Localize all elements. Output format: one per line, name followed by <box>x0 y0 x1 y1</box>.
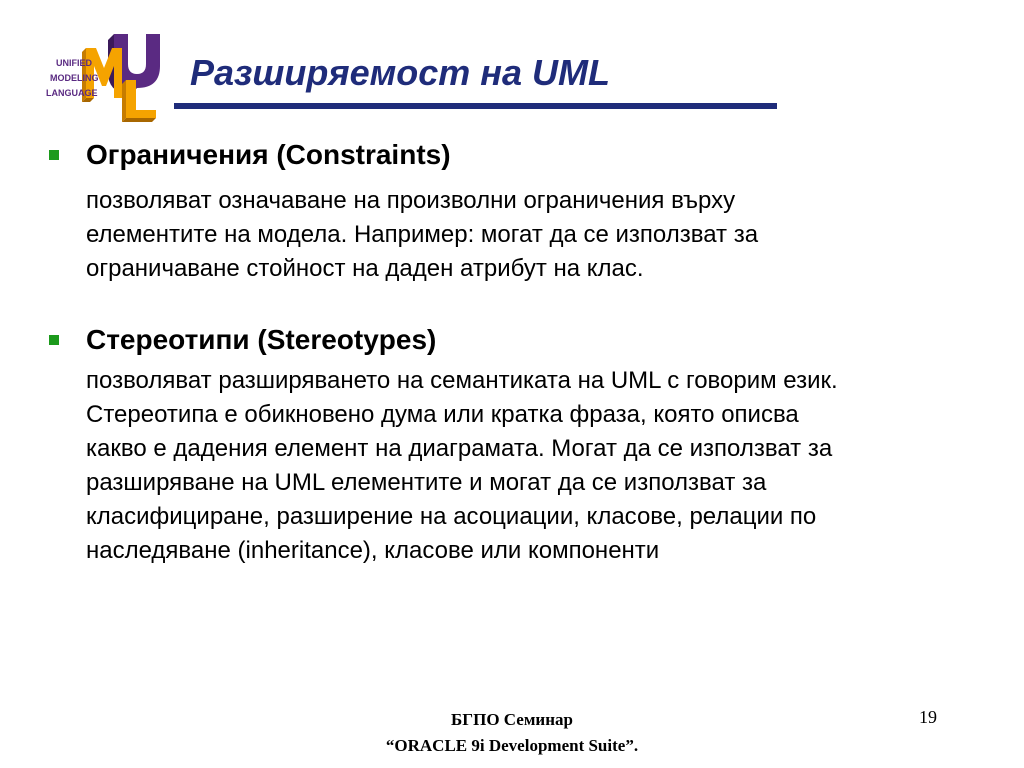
bullet-heading-stereotypes: Стереотипи (Stereotypes) <box>86 324 437 355</box>
body-line: Стереотипа е обикновено дума или кратка фраза, която описва <box>86 401 799 428</box>
uml-logo <box>38 28 160 126</box>
logo-text-1: UNIFIED <box>56 58 92 68</box>
body-line: наследяване (inheritance), класове или компоненти <box>86 537 660 564</box>
body-line: какво е дадения елемент на диаграмата. Могат да се използват за <box>86 435 833 462</box>
page-number: 19 <box>919 707 937 727</box>
body-line: класифициране, разширение на асоциации, класове, релации по <box>86 503 817 530</box>
slide-footer <box>300 707 724 759</box>
bullet-square-icon <box>49 335 59 345</box>
logo-text-2: MODELING <box>50 73 99 83</box>
body-line: елементите на модела. Например: могат да се използват за <box>86 221 759 248</box>
title-underline <box>174 103 777 109</box>
logo-text-3: LANGUAGE <box>46 88 98 98</box>
bullet-body-constraints <box>86 184 998 286</box>
bullet-square-icon <box>49 150 59 160</box>
body-line: позволяват разширяването на семантиката на UML с говорим език. <box>86 367 838 394</box>
body-line: позволяват означаване на произволни ограничения върху <box>86 187 736 214</box>
body-line: ограничаване стойност на даден атрибут на клас. <box>86 255 644 282</box>
bullet-heading-constraints: Ограничения (Constraints) <box>86 139 451 170</box>
bullet-body-stereotypes <box>86 364 998 568</box>
page-title: Разширяемост на UML <box>190 52 611 93</box>
footer-line-2: “ORACLE 9i Development Suite”. <box>385 736 639 755</box>
uml-logo-icon <box>38 28 160 126</box>
footer-line-1: БГПО Семинар <box>451 710 573 729</box>
body-line: разширяване на UML елементите и могат да се използват за <box>86 469 767 496</box>
